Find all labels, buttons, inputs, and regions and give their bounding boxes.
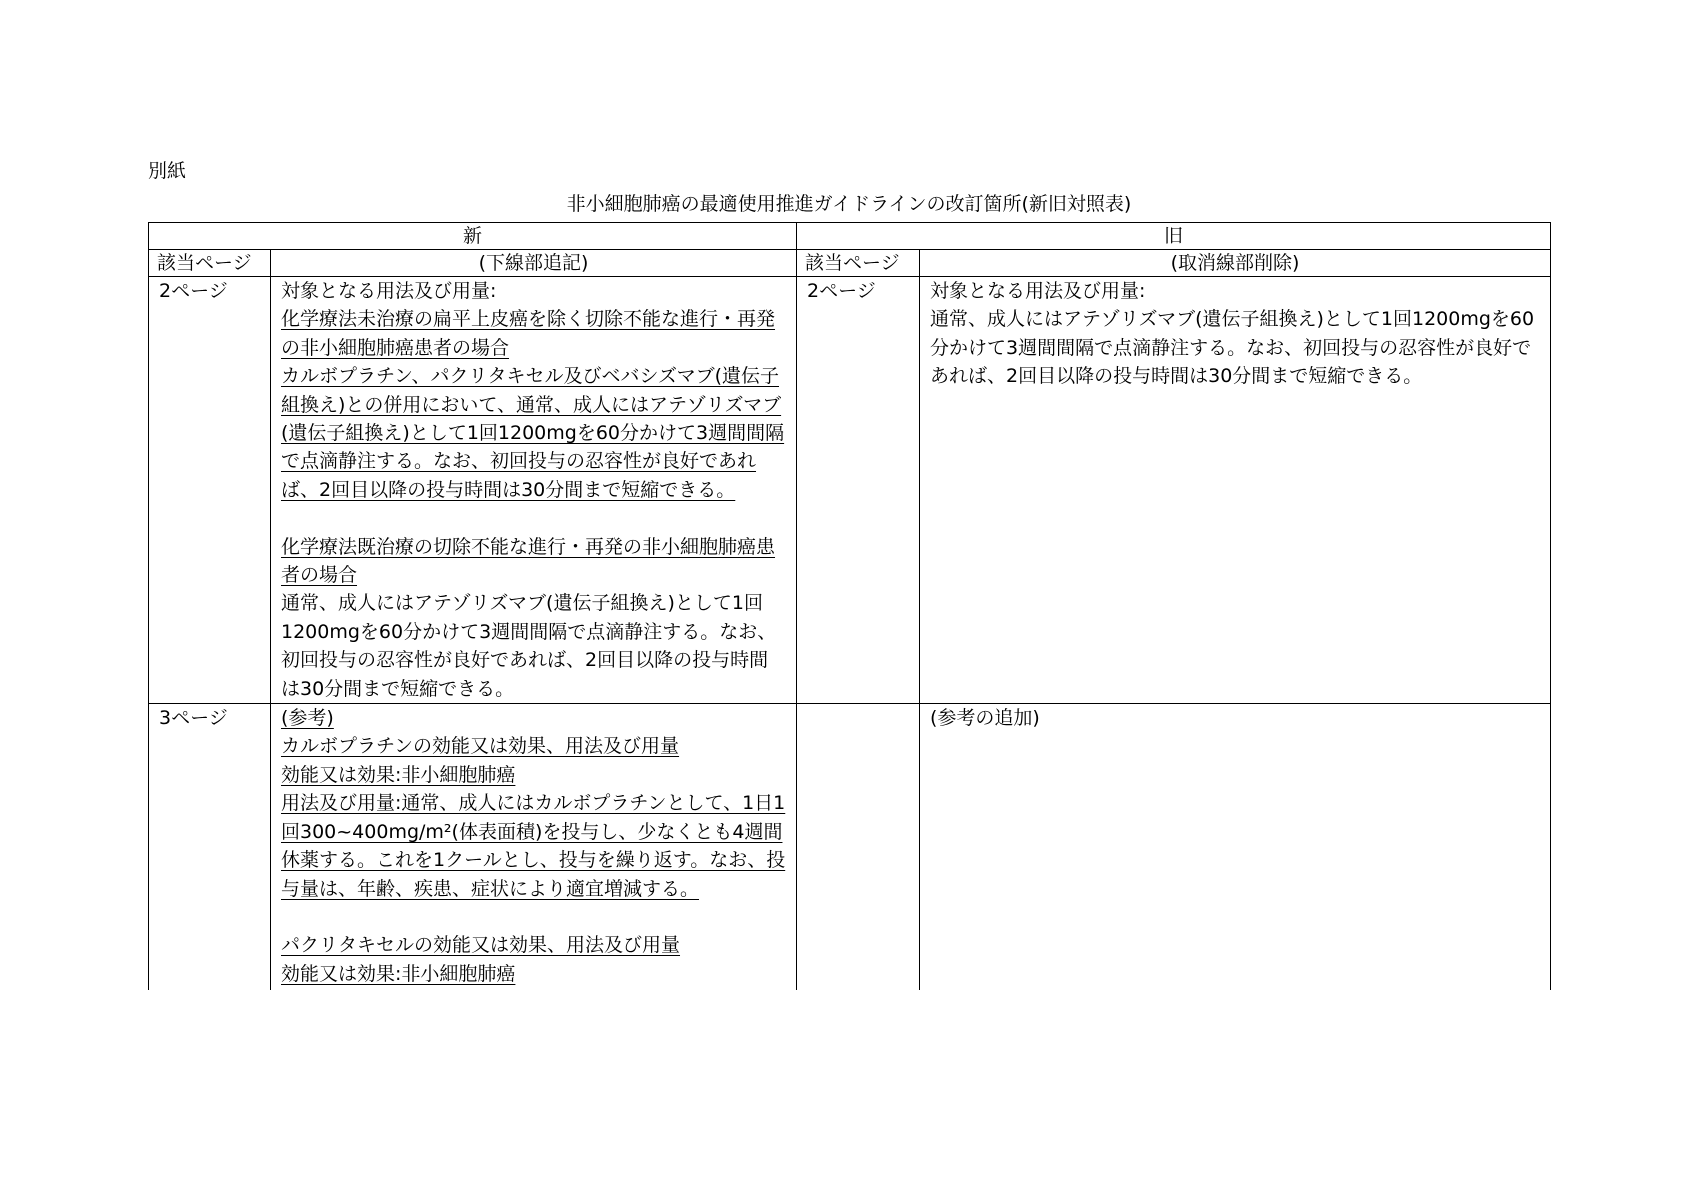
comparison-table xyxy=(148,222,1551,990)
old-dosage-body: 通常、成人にはアテゾリズマブ(遺伝子組換え)として1回1200mgを60分かけて3週間間隔で点滴静注する。なお、初回投与の忍容性が良好であれば、2回目以降の投与時間は30分間まで短縮できる。 xyxy=(930,308,1535,388)
carboplatin-effect: 効能又は効果:非小細胞肺癌 xyxy=(281,763,516,786)
header-old: 旧 xyxy=(797,223,1551,250)
paclitaxel-effect: 効能又は効果:非小細胞肺癌 xyxy=(281,962,516,985)
carboplatin-title: カルボプラチンの効能又は効果、用法及び用量 xyxy=(281,735,680,758)
table-row xyxy=(149,704,1551,991)
old-text-cell xyxy=(920,277,1551,704)
new-page-cell: 3ページ xyxy=(149,704,271,991)
subheader-row xyxy=(149,250,1551,277)
old-page-cell: 2ページ xyxy=(797,277,920,704)
attachment-label: 別紙 xyxy=(148,160,187,182)
document-title: 非小細胞肺癌の最適使用推進ガイドラインの改訂箇所(新旧対照表) xyxy=(566,193,1132,215)
header-row xyxy=(149,223,1551,250)
header-new-note: (下線部追記) xyxy=(271,250,797,277)
old-dosage-intro: 対象となる用法及び用量: xyxy=(930,280,1146,302)
dosage-intro: 対象となる用法及び用量: xyxy=(281,280,497,302)
old-text-cell xyxy=(920,704,1551,991)
header-new: 新 xyxy=(149,223,797,250)
header-page-old: 該当ページ xyxy=(797,250,920,277)
new-text-cell xyxy=(271,704,797,991)
carboplatin-usage: 用法及び用量:通常、成人にはカルボプラチンとして、1日1回300~400mg/m²(体表面積)を投与し、少なくとも4週間休薬する。これを1クールとし、投与を繰り返す。なお、投与量は、年齢、疾患、症状により適宜増減する。 xyxy=(281,792,786,900)
case1-body: カルボプラチン、パクリタキセル及びベバシズマブ(遺伝子組換え)との併用において、通常、成人にはアテゾリズマブ(遺伝子組換え)として1回1200mgを60分かけて3週間間隔で点滴静注する。なお、初回投与の忍容性が良好であれば、2回目以降の投与時間は30分間まで短縮できる。 xyxy=(281,365,785,501)
header-old-note: (取消線部削除) xyxy=(920,250,1551,277)
new-text-cell xyxy=(271,277,797,704)
paclitaxel-title: パクリタキセルの効能又は効果、用法及び用量 xyxy=(281,934,681,957)
table-row xyxy=(149,277,1551,704)
case1-title: 化学療法未治療の扁平上皮癌を除く切除不能な進行・再発の非小細胞肺癌患者の場合 xyxy=(281,308,776,359)
old-reference-note: (参考の追加) xyxy=(930,707,1040,730)
case2-body: 通常、成人にはアテゾリズマブ(遺伝子組換え)として1回1200mgを60分かけて3週間間隔で点滴静注する。なお、初回投与の忍容性が良好であれば、2回目以降の投与時間は30分間まで短縮できる。 xyxy=(281,592,777,700)
case2-title: 化学療法既治療の切除不能な進行・再発の非小細胞肺癌患者の場合 xyxy=(281,535,776,587)
old-page-cell xyxy=(797,704,920,991)
reference-label: (参考) xyxy=(281,707,334,730)
header-page-new: 該当ページ xyxy=(149,250,271,277)
new-page-cell: 2ページ xyxy=(149,277,271,704)
